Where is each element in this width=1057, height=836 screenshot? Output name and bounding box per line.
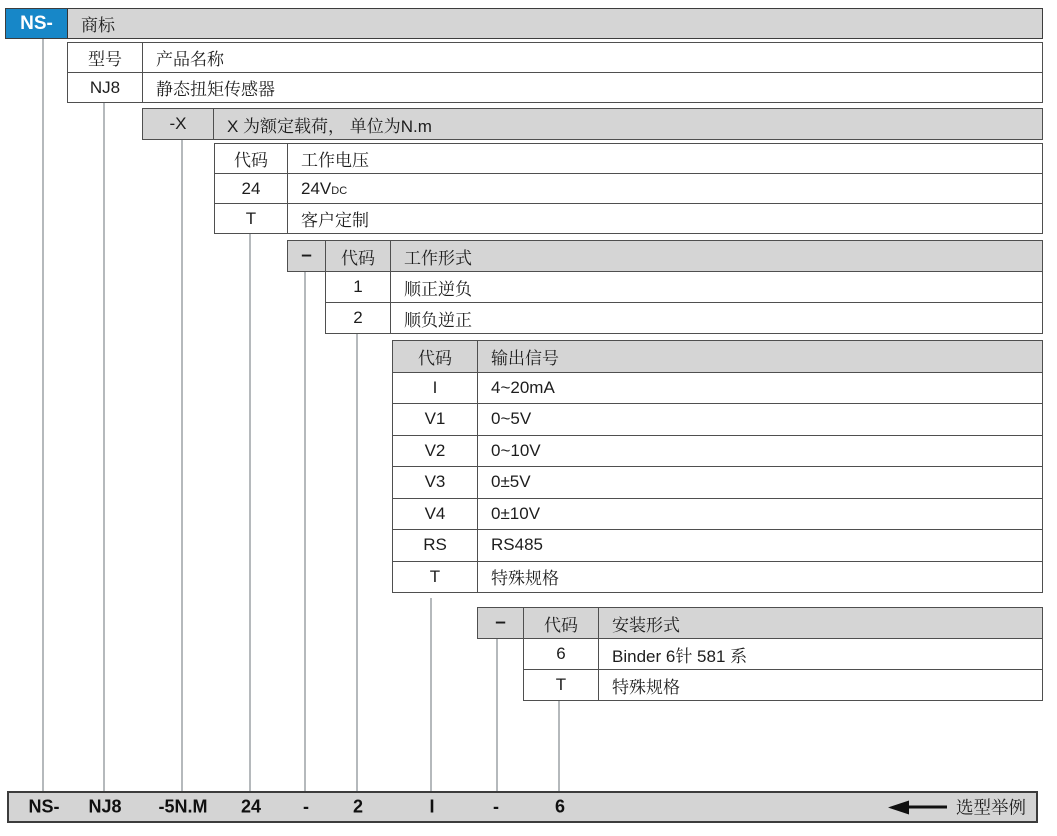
output-code-v3: V3 xyxy=(393,467,478,498)
connector-line xyxy=(304,271,306,791)
output-code-i: I xyxy=(393,373,478,404)
table-row xyxy=(325,271,1043,303)
table-row xyxy=(67,72,1043,103)
connector-line xyxy=(430,598,432,791)
selection-example-label: 选型举例 xyxy=(956,797,1026,818)
voltage-header-code: 代码 xyxy=(215,144,288,173)
load-desc: X 为额定载荷， 单位为N.m xyxy=(227,116,432,136)
output-desc-v3: 0±5V xyxy=(491,472,531,492)
example-code-bar xyxy=(7,791,1038,823)
connector-line xyxy=(558,701,560,791)
example-item-model: NJ8 xyxy=(88,796,122,817)
mounting-desc-6: Binder 6针 581 系 xyxy=(612,646,748,666)
voltage-code-24: 24 xyxy=(215,174,288,203)
table-row xyxy=(325,302,1043,334)
connector-line xyxy=(42,39,44,791)
voltage-desc-24vdc: 24VDC xyxy=(301,178,348,198)
vdc-subscript: DC xyxy=(331,184,348,197)
brand-prefix-code: NS- xyxy=(6,9,68,38)
output-code-rs: RS xyxy=(393,530,478,561)
table-row xyxy=(214,143,1043,174)
connector-line xyxy=(356,334,358,791)
table-row xyxy=(523,669,1043,701)
brand-label: 商标 xyxy=(81,16,115,35)
model-code: NJ8 xyxy=(68,73,143,102)
output-desc-v4: 0±10V xyxy=(491,503,541,523)
voltage-header-desc: 工作电压 xyxy=(301,151,369,170)
table-row xyxy=(67,42,1043,73)
table-row xyxy=(392,435,1043,468)
work-mode-table xyxy=(287,240,1043,334)
output-code-t: T xyxy=(393,562,478,593)
selection-example-pointer xyxy=(888,795,1026,820)
table-row xyxy=(392,403,1043,436)
voltage-code-t: T xyxy=(215,204,288,233)
table-row xyxy=(392,529,1043,562)
mounting-table xyxy=(477,607,1043,701)
table-row xyxy=(477,607,1043,639)
table-row xyxy=(392,498,1043,531)
output-desc-t: 特殊规格 xyxy=(491,569,559,589)
work-mode-header-code: 代码 xyxy=(326,241,391,271)
left-arrow-icon xyxy=(888,800,909,814)
separator-dash: – xyxy=(478,608,524,638)
output-code-v1: V1 xyxy=(393,404,478,435)
output-signal-table xyxy=(392,340,1043,593)
brand-table xyxy=(5,8,1043,39)
rated-load-table xyxy=(142,108,1043,140)
voltage-desc-custom: 客户定制 xyxy=(301,211,369,230)
mounting-code-6: 6 xyxy=(524,639,599,669)
connector-line xyxy=(249,234,251,791)
load-code: -X xyxy=(143,109,214,139)
work-mode-desc-1: 顺正逆负 xyxy=(404,279,472,299)
table-row xyxy=(392,466,1043,499)
mounting-desc-t: 特殊规格 xyxy=(612,677,680,697)
voltage-table xyxy=(214,143,1043,234)
work-mode-code-2: 2 xyxy=(326,303,391,333)
mounting-header-desc: 安装形式 xyxy=(612,615,680,635)
table-row xyxy=(392,372,1043,405)
example-item-dash2: - xyxy=(493,796,499,817)
output-desc-i: 4~20mA xyxy=(491,377,555,397)
model-desc: 静态扭矩传感器 xyxy=(156,80,275,99)
output-code-v4: V4 xyxy=(393,499,478,530)
work-mode-desc-2: 顺负逆正 xyxy=(404,310,472,330)
connector-line xyxy=(181,139,183,791)
table-row xyxy=(142,108,1043,140)
table-row xyxy=(214,173,1043,204)
table-row xyxy=(287,240,1043,272)
mounting-header-code: 代码 xyxy=(524,608,599,638)
example-item-mounting: 6 xyxy=(554,796,566,817)
output-header-desc: 输出信号 xyxy=(491,348,559,368)
brand-row xyxy=(5,8,1043,39)
connector-line xyxy=(103,103,105,791)
work-mode-header-desc: 工作形式 xyxy=(404,248,472,268)
separator-dash: – xyxy=(288,241,326,271)
example-item-prefix: NS- xyxy=(28,796,60,817)
output-code-v2: V2 xyxy=(393,436,478,467)
output-desc-v2: 0~10V xyxy=(491,440,541,460)
work-mode-code-1: 1 xyxy=(326,272,391,302)
table-row xyxy=(392,561,1043,594)
table-row xyxy=(214,203,1043,234)
example-item-voltage: 24 xyxy=(240,796,262,817)
output-header-code: 代码 xyxy=(393,341,478,372)
example-item-dash1: - xyxy=(303,796,309,817)
output-desc-v1: 0~5V xyxy=(491,409,532,429)
mounting-code-t: T xyxy=(524,670,599,700)
model-table xyxy=(67,42,1043,103)
arrow-line xyxy=(909,806,947,809)
model-header-code: 型号 xyxy=(68,43,143,72)
example-item-output: I xyxy=(429,796,435,817)
example-item-workmode: 2 xyxy=(352,796,364,817)
table-row xyxy=(523,638,1043,670)
model-header-desc: 产品名称 xyxy=(156,50,224,69)
table-row xyxy=(392,340,1043,373)
output-desc-rs: RS485 xyxy=(491,535,543,555)
example-item-load: -5N.M xyxy=(158,796,208,817)
